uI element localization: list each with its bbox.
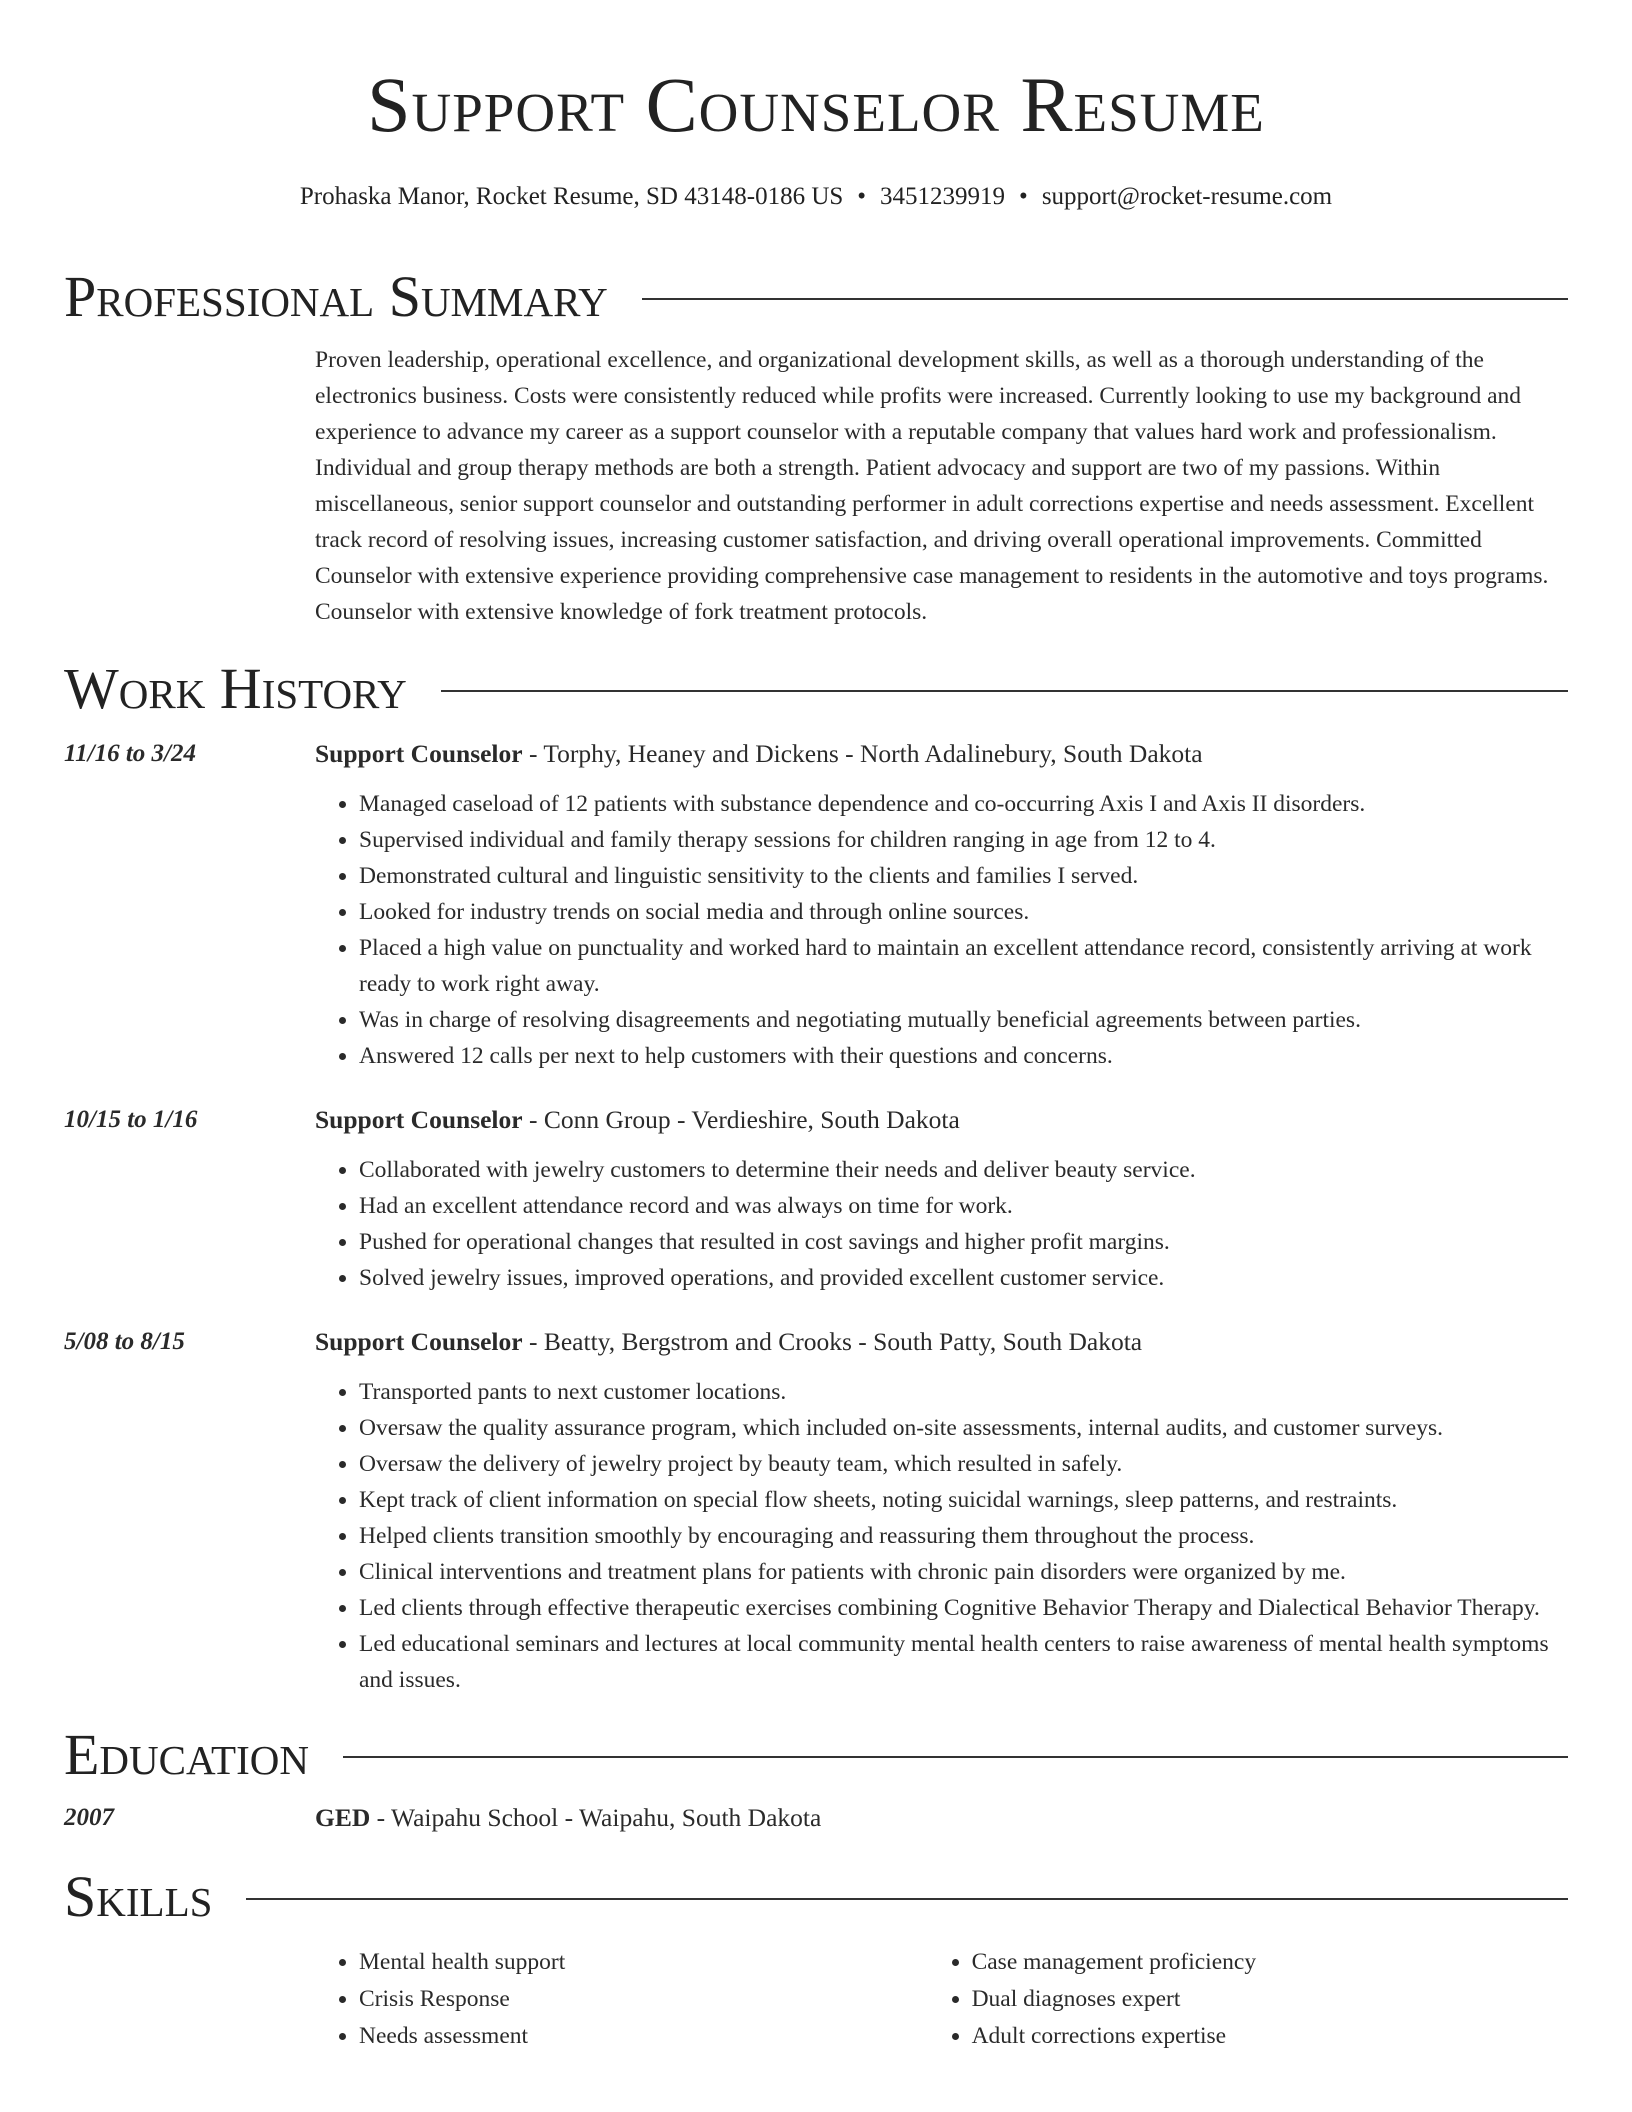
list-item: • Placed a high value on punctuality and worked hard to maintain an excellent attendance record, consistently arriving at work ready to work right away.	[359, 930, 1568, 1002]
list-item: • Led educational seminars and lectures at local community mental health centers to raise awareness of mental health symptoms and issues.	[359, 1626, 1568, 1698]
skill-item: • Case management proficiency	[972, 1944, 1568, 1981]
list-item: • Was in charge of resolving disagreements and negotiating mutually beneficial agreements between parties.	[359, 1002, 1568, 1038]
skills-section-header	[64, 1864, 1568, 1930]
list-item: • Managed caseload of 12 patients with substance dependence and co-occurring Axis I and Axis II disorders.	[359, 786, 1568, 822]
job-details: - Torphy, Heaney and Dickens - North Adalinebury, South Dakota	[522, 739, 1203, 768]
list-item: • Clinical interventions and treatment plans for patients with chronic pain disorders were organized by me.	[359, 1554, 1568, 1590]
education-degree: GED	[315, 1803, 371, 1832]
education-year: 2007	[64, 1804, 114, 1831]
list-item: • Oversaw the quality assurance program, which included on-site assessments, internal audits, and customer surveys.	[359, 1410, 1568, 1446]
skill-item: • Adult corrections expertise	[972, 2018, 1568, 2055]
work-section-header	[64, 656, 1568, 722]
contact-email[interactable]: support@rocket-resume.com	[1041, 183, 1333, 210]
job-details: - Beatty, Bergstrom and Crooks - South Patty, South Dakota	[522, 1327, 1143, 1356]
list-item: • Kept track of client information on special flow sheets, noting suicidal warnings, sleep patterns, and restraints.	[359, 1482, 1568, 1518]
summary-section-header	[64, 264, 1568, 330]
job-details: - Conn Group - Verdieshire, South Dakota	[522, 1105, 960, 1134]
job-dates: 10/15 to 1/16	[64, 1106, 198, 1133]
separator-dot: •	[1019, 183, 1028, 210]
skill-item: • Mental health support	[359, 1944, 928, 1981]
resume-title: Support Counselor Resume	[367, 61, 1265, 148]
list-item: • Solved jewelry issues, improved operations, and provided excellent customer service.	[359, 1260, 1568, 1296]
job-role-line	[315, 1324, 1568, 1360]
skills-list-left	[315, 1944, 928, 2055]
list-item: • Led clients through effective therapeutic exercises combining Cognitive Behavior Therapy and Dialectical Behavior Therapy.	[359, 1590, 1568, 1626]
list-item: • Demonstrated cultural and linguistic sensitivity to the clients and families I served.	[359, 858, 1568, 894]
list-item: • Answered 12 calls per next to help customers with their questions and concerns.	[359, 1038, 1568, 1074]
skill-item: • Crisis Response	[359, 1981, 928, 2018]
section-divider	[441, 690, 1568, 692]
list-item: • Looked for industry trends on social media and through online sources.	[359, 894, 1568, 930]
list-item: • Supervised individual and family therapy sessions for children ranging in age from 12 to 4.	[359, 822, 1568, 858]
skill-item: • Dual diagnoses expert	[972, 1981, 1568, 2018]
contact-line	[64, 180, 1568, 214]
job-role-line	[315, 736, 1568, 772]
job-bullets	[315, 1374, 1568, 1698]
list-item: • Oversaw the delivery of jewelry project by beauty team, which resulted in safely.	[359, 1446, 1568, 1482]
summary-heading: Professional Summary	[64, 264, 608, 329]
education-entry	[64, 1800, 1568, 1836]
section-divider	[343, 1756, 1568, 1758]
resume-page	[64, 0, 1568, 2055]
job-bullets	[315, 1152, 1568, 1296]
job-dates: 5/08 to 8/15	[64, 1328, 185, 1355]
summary-text: Proven leadership, operational excellence, and organizational development skills, as well as a thorough understanding of the electronics business. Costs were consistently reduced while profits were increased. Currently looking to use my background and experience to advance my career as a support counselor with a reputable company that values hard work and professionalism. Individual and group therapy methods are both a strength. Patient advocacy and support are two of my passions. Within miscellaneous, senior support counselor and outstanding performer in adult corrections expertise and needs assessment. Excellent track record of resolving issues, increasing customer satisfaction, and driving overall operational improvements. Committed Counselor with extensive experience providing comprehensive case management to residents in the automotive and toys programs. Counselor with extensive knowledge of fork treatment protocols.	[315, 347, 1549, 625]
skills-columns	[315, 1944, 1568, 2055]
education-heading: Education	[64, 1722, 309, 1787]
job-entry	[64, 1324, 1568, 1698]
job-title: Support Counselor	[315, 739, 523, 768]
list-item: • Had an excellent attendance record and was always on time for work.	[359, 1188, 1568, 1224]
job-role-line	[315, 1102, 1568, 1138]
work-heading: Work History	[64, 656, 407, 721]
contact-address: Prohaska Manor, Rocket Resume, SD 43148-0186 US	[299, 183, 844, 210]
job-title: Support Counselor	[315, 1105, 523, 1134]
contact-phone: 3451239919	[880, 183, 1006, 210]
job-entry	[64, 1102, 1568, 1296]
job-dates: 11/16 to 3/24	[64, 740, 196, 767]
education-details: - Waipahu School - Waipahu, South Dakota	[370, 1803, 822, 1832]
job-title: Support Counselor	[315, 1327, 523, 1356]
list-item: • Collaborated with jewelry customers to determine their needs and deliver beauty service.	[359, 1152, 1568, 1188]
education-section-header	[64, 1722, 1568, 1788]
skill-item: • Needs assessment	[359, 2018, 928, 2055]
list-item: • Transported pants to next customer locations.	[359, 1374, 1568, 1410]
job-entry	[64, 736, 1568, 1074]
section-divider	[642, 298, 1568, 300]
skills-heading: Skills	[64, 1864, 213, 1929]
job-bullets	[315, 786, 1568, 1074]
section-divider	[246, 1898, 1568, 1900]
separator-dot: •	[857, 183, 867, 210]
list-item: • Pushed for operational changes that resulted in cost savings and higher profit margins.	[359, 1224, 1568, 1260]
skills-list-right	[928, 1944, 1568, 2055]
list-item: • Helped clients transition smoothly by encouraging and reassuring them throughout the process.	[359, 1518, 1568, 1554]
education-details-line	[315, 1800, 821, 1836]
